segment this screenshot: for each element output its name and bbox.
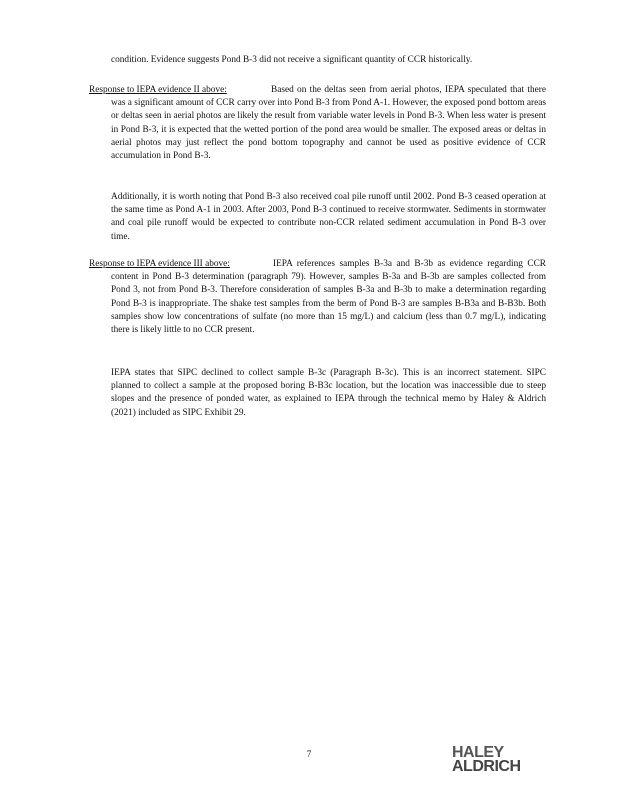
page-number: 7 bbox=[306, 749, 312, 759]
intro-paragraph: condition. Evidence suggests Pond B-3 did not receive a significant quantity of CCR historically. bbox=[111, 55, 473, 65]
response-ii-paragraph-1: Based on the deltas seen from aerial photos, IEPA speculated that there was a significant amount of CCR carry over into Pond B-3 from Pond A-1. However, the exposed pond bottom areas or deltas seen in aerial photos are likely the result from variable water levels in Pond B-3. When less water is present in Pond B-3, it is expected that the wetted portion of the pond area would be smaller. The exposed areas or deltas in aerial photos may just reflect the pond bottom topography and cannot be used as positive evidence of CCR accumulation in Pond B-3. bbox=[111, 85, 546, 162]
response-label-ii: Response to IEPA evidence II above: bbox=[89, 85, 227, 95]
logo-line-2: ALDRICH bbox=[452, 758, 521, 775]
response-iii-paragraph-1: IEPA references samples B-3a and B-3b as evidence regarding CCR content in Pond B-3 determination (paragraph 79). However, samples B-3a and B-3b are samples collected from Pond 3, not from Pond B-3. Therefore consideration of samples B-3a and B-3b to make a determination regarding Pond B-3 is inappropriate. The shake test samples from the berm of Pond B-3 are samples B-B3a and B-B3b. Both samples show low concentrations of sulfate (no more than 15 mg/L) and calcium (less than 0.7 mg/L), indicating there is likely little to no CCR present. bbox=[111, 259, 546, 336]
response-iii-paragraph-2: IEPA states that SIPC declined to collect sample B-3c (Paragraph B-3c). This is an incorrect statement. SIPC planned to collect a sample at the proposed boring B-B3c location, but the location was inaccessible due to steep slopes and the presence of ponded water, as explained to IEPA through the technical memo by Haley & Aldrich (2021) included as SIPC Exhibit 29. bbox=[111, 368, 546, 418]
response-label-iii: Response to IEPA evidence III above: bbox=[89, 259, 230, 269]
logo-line-1: HALEY bbox=[452, 744, 504, 761]
response-ii-paragraph-2: Additionally, it is worth noting that Pond B-3 also received coal pile runoff until 2002. Pond B-3 ceased operation at the same time as Pond A-1 in 2003. After 2003, Pond B-3 continued to receive stormwater. Sediments in stormwater and coal pile runoff would be expected to contribute non-CCR related sediment accumulation in Pond B-3 over time. bbox=[111, 192, 546, 242]
haley-aldrich-logo bbox=[452, 746, 547, 774]
